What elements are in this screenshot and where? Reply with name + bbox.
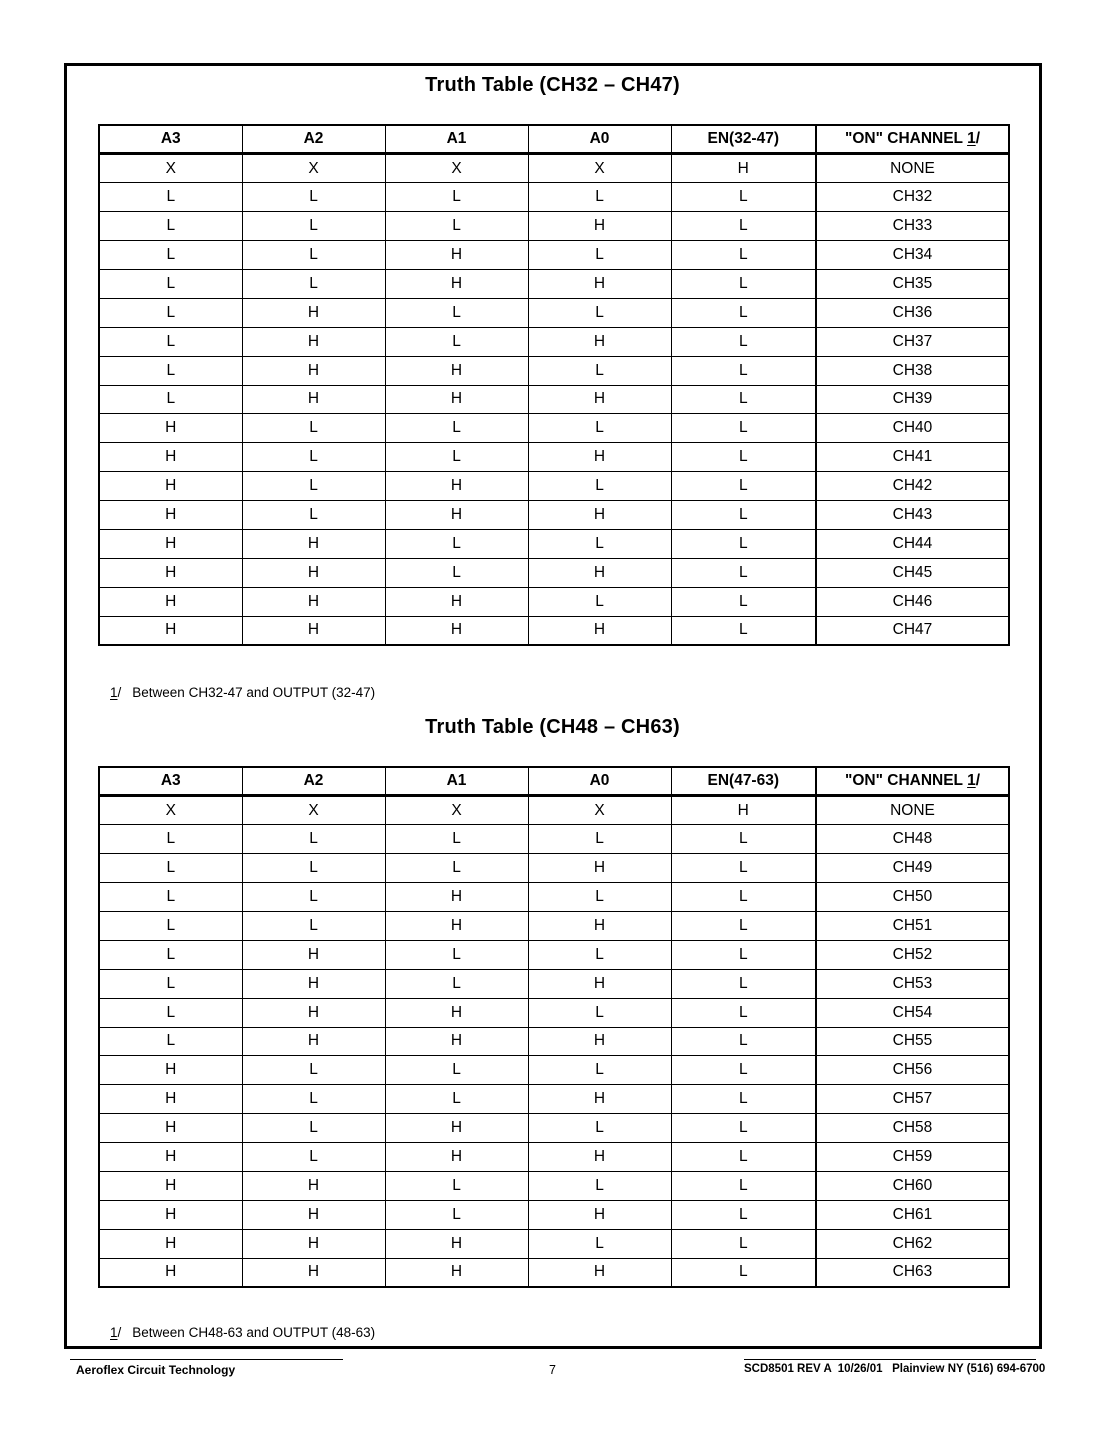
table-cell: H (528, 854, 671, 883)
table-cell: H (242, 1258, 385, 1287)
table-cell: CH35 (816, 269, 1009, 298)
table-cell: L (242, 501, 385, 530)
table-cell: H (528, 969, 671, 998)
table-cell: L (671, 1085, 816, 1114)
table-cell: CH34 (816, 241, 1009, 270)
table-cell: L (385, 1085, 528, 1114)
table-row (99, 1171, 1009, 1200)
table-cell: L (528, 587, 671, 616)
table-cell: L (99, 940, 242, 969)
table-cell: L (671, 587, 816, 616)
table-cell: CH46 (816, 587, 1009, 616)
table-row (99, 1200, 1009, 1229)
table-cell: H (528, 1200, 671, 1229)
table-cell: X (385, 796, 528, 825)
table-row (99, 1258, 1009, 1287)
column-header: "ON" CHANNEL 1/ (816, 767, 1009, 796)
footnote-marker: 1/ (110, 1325, 122, 1340)
table-cell: H (99, 1056, 242, 1085)
table-cell: H (242, 327, 385, 356)
table-cell: H (528, 327, 671, 356)
table-cell: L (242, 269, 385, 298)
table-cell: H (99, 587, 242, 616)
column-header: A0 (528, 125, 671, 154)
table-cell: H (385, 241, 528, 270)
table-cell: L (671, 327, 816, 356)
table-cell: H (99, 1171, 242, 1200)
table-cell: CH42 (816, 472, 1009, 501)
table-cell: H (528, 1085, 671, 1114)
table-cell: L (528, 414, 671, 443)
table-cell: L (671, 911, 816, 940)
table-cell: CH61 (816, 1200, 1009, 1229)
footer-page-number: 7 (549, 1363, 556, 1377)
table-cell: L (671, 1229, 816, 1258)
table-cell: X (99, 154, 242, 183)
table-cell: L (671, 241, 816, 270)
table-cell: L (528, 883, 671, 912)
table-cell: L (671, 529, 816, 558)
table-cell: H (385, 1258, 528, 1287)
table-cell: H (385, 1027, 528, 1056)
table-cell: L (99, 356, 242, 385)
table-cell: L (671, 1200, 816, 1229)
table-cell: L (671, 385, 816, 414)
table-cell: CH53 (816, 969, 1009, 998)
table-cell: L (671, 212, 816, 241)
table-cell: L (528, 1229, 671, 1258)
table-cell: H (528, 1258, 671, 1287)
table-cell: L (242, 911, 385, 940)
table-cell: CH43 (816, 501, 1009, 530)
table-row (99, 501, 1009, 530)
table-cell: H (242, 356, 385, 385)
table-cell: L (242, 183, 385, 212)
table-cell: L (242, 1143, 385, 1172)
table-cell: H (242, 587, 385, 616)
table-cell: L (385, 414, 528, 443)
table-cell: L (242, 443, 385, 472)
table-cell: L (99, 327, 242, 356)
table-cell: L (671, 1114, 816, 1143)
table-cell: CH51 (816, 911, 1009, 940)
table-cell: L (385, 298, 528, 327)
table-cell: L (99, 269, 242, 298)
table-cell: L (99, 998, 242, 1027)
footnote-text: Between CH32-47 and OUTPUT (32-47) (132, 685, 376, 700)
column-header: EN(47-63) (671, 767, 816, 796)
table-cell: L (671, 1056, 816, 1085)
column-header: A2 (242, 767, 385, 796)
table-cell: L (385, 969, 528, 998)
table-cell: L (528, 998, 671, 1027)
footer-company: Aeroflex Circuit Technology (70, 1359, 343, 1377)
table-cell: L (528, 825, 671, 854)
table-row (99, 911, 1009, 940)
column-header: EN(32-47) (671, 125, 816, 154)
table-cell: L (99, 969, 242, 998)
table-cell: CH37 (816, 327, 1009, 356)
table-cell: L (671, 616, 816, 645)
table-cell: CH47 (816, 616, 1009, 645)
table-cell: H (385, 1229, 528, 1258)
table-row (99, 616, 1009, 645)
table-cell: H (99, 472, 242, 501)
table-cell: H (99, 443, 242, 472)
table-row (99, 183, 1009, 212)
table-cell: L (242, 241, 385, 270)
table-row (99, 558, 1009, 587)
table-cell: L (99, 854, 242, 883)
table-cell: L (671, 443, 816, 472)
table-row (99, 1027, 1009, 1056)
table-cell: CH45 (816, 558, 1009, 587)
table-cell: L (385, 212, 528, 241)
table-cell: H (242, 1200, 385, 1229)
table-title-ch48-ch63: Truth Table (CH48 – CH63) (425, 716, 680, 738)
table-cell: L (99, 183, 242, 212)
table-cell: H (242, 385, 385, 414)
column-header: A3 (99, 125, 242, 154)
table-cell: CH60 (816, 1171, 1009, 1200)
table-row (99, 1056, 1009, 1085)
table-cell: H (242, 616, 385, 645)
column-header: A1 (385, 125, 528, 154)
table-cell: L (385, 443, 528, 472)
table-row (99, 1143, 1009, 1172)
table-cell: H (99, 1114, 242, 1143)
table-cell: X (385, 154, 528, 183)
header-row (99, 125, 1009, 154)
column-header: "ON" CHANNEL 1/ (816, 125, 1009, 154)
table-cell: X (99, 796, 242, 825)
table-cell: H (528, 212, 671, 241)
table-row (99, 356, 1009, 385)
table-row (99, 298, 1009, 327)
table-cell: CH63 (816, 1258, 1009, 1287)
table-cell: H (242, 940, 385, 969)
table-cell: H (242, 1027, 385, 1056)
table-cell: CH38 (816, 356, 1009, 385)
table-cell: X (242, 796, 385, 825)
table-cell: L (242, 854, 385, 883)
table-cell: L (99, 241, 242, 270)
table-cell: L (528, 1114, 671, 1143)
table-cell: L (385, 183, 528, 212)
table-cell: L (671, 998, 816, 1027)
table-cell: L (671, 183, 816, 212)
table-cell: H (242, 529, 385, 558)
table-row (99, 998, 1009, 1027)
table-cell: H (385, 385, 528, 414)
table-cell: L (385, 1056, 528, 1085)
table-cell: L (385, 1200, 528, 1229)
table-cell: X (242, 154, 385, 183)
table-cell: L (671, 356, 816, 385)
table-cell: L (528, 472, 671, 501)
table-cell: L (242, 883, 385, 912)
table-cell: H (242, 298, 385, 327)
table-cell: H (99, 501, 242, 530)
table-cell: H (385, 356, 528, 385)
table-cell: H (528, 385, 671, 414)
table-cell: H (385, 1143, 528, 1172)
table-row (99, 212, 1009, 241)
table-cell: H (385, 883, 528, 912)
table-cell: L (99, 911, 242, 940)
table-cell: L (671, 269, 816, 298)
footnote-marker: 1/ (110, 685, 122, 700)
table-cell: L (242, 825, 385, 854)
table-cell: L (671, 472, 816, 501)
header-row (99, 767, 1009, 796)
table-cell: H (385, 616, 528, 645)
table-cell: CH58 (816, 1114, 1009, 1143)
table-cell: H (242, 1171, 385, 1200)
table-row (99, 269, 1009, 298)
table-cell: CH52 (816, 940, 1009, 969)
truth-table-ch32-ch47 (98, 124, 1010, 646)
footnote-ref-marker: 1/ (967, 772, 980, 790)
table-cell: H (99, 558, 242, 587)
table-row (99, 796, 1009, 825)
table-cell: CH55 (816, 1027, 1009, 1056)
table-row (99, 854, 1009, 883)
footer-document-id: SCD8501 REV A 10/26/01 Plainview NY (516) 694-6700 (744, 1359, 1036, 1375)
table-cell: H (99, 414, 242, 443)
table-cell: NONE (816, 154, 1009, 183)
table-row (99, 969, 1009, 998)
table-cell: H (671, 796, 816, 825)
table-footnote-ch48-ch63 (110, 1325, 375, 1340)
table-cell: H (385, 911, 528, 940)
table-cell: NONE (816, 796, 1009, 825)
table-cell: L (671, 940, 816, 969)
table-cell: L (528, 1171, 671, 1200)
table-cell: L (99, 212, 242, 241)
table-row (99, 472, 1009, 501)
table-cell: H (385, 998, 528, 1027)
table-cell: X (528, 796, 671, 825)
table-cell: CH36 (816, 298, 1009, 327)
table-cell: L (671, 1171, 816, 1200)
table-cell: H (242, 969, 385, 998)
table-footnote-ch32-ch47 (110, 685, 375, 700)
table-cell: CH50 (816, 883, 1009, 912)
table-row (99, 883, 1009, 912)
table-cell: CH39 (816, 385, 1009, 414)
table-cell: L (242, 414, 385, 443)
table-cell: H (385, 501, 528, 530)
table-cell: L (671, 1027, 816, 1056)
table-cell: L (385, 558, 528, 587)
table-cell: H (528, 501, 671, 530)
table-cell: L (528, 940, 671, 969)
table-cell: L (671, 558, 816, 587)
table-cell: H (528, 558, 671, 587)
table-cell: H (528, 269, 671, 298)
table-cell: H (671, 154, 816, 183)
table-cell: CH41 (816, 443, 1009, 472)
table-row (99, 1085, 1009, 1114)
table-cell: L (528, 241, 671, 270)
table-row (99, 241, 1009, 270)
truth-table-ch48-ch63 (98, 766, 1010, 1288)
table-cell: H (528, 1143, 671, 1172)
table-cell: L (528, 529, 671, 558)
table-row (99, 1229, 1009, 1258)
table-cell: CH57 (816, 1085, 1009, 1114)
table-cell: L (99, 825, 242, 854)
table-cell: H (242, 998, 385, 1027)
table-cell: CH56 (816, 1056, 1009, 1085)
table-row (99, 1114, 1009, 1143)
table-row (99, 327, 1009, 356)
table-cell: H (385, 1114, 528, 1143)
table-cell: L (99, 385, 242, 414)
table-row (99, 443, 1009, 472)
table-cell: CH59 (816, 1143, 1009, 1172)
table-cell: L (528, 356, 671, 385)
table-cell: L (528, 298, 671, 327)
table-cell: L (242, 1114, 385, 1143)
table-cell: L (671, 854, 816, 883)
footnote-text: Between CH48-63 and OUTPUT (48-63) (132, 1325, 376, 1340)
table-cell: X (528, 154, 671, 183)
table-cell: L (99, 298, 242, 327)
table-cell: CH62 (816, 1229, 1009, 1258)
table-title-ch32-ch47: Truth Table (CH32 – CH47) (425, 74, 680, 96)
table-row (99, 385, 1009, 414)
column-header: A3 (99, 767, 242, 796)
column-header: A2 (242, 125, 385, 154)
table-cell: L (242, 472, 385, 501)
table-cell: H (99, 529, 242, 558)
table-cell: H (528, 911, 671, 940)
table-cell: CH44 (816, 529, 1009, 558)
table-cell: L (385, 854, 528, 883)
table-row (99, 587, 1009, 616)
column-header: A0 (528, 767, 671, 796)
table-cell: L (671, 1143, 816, 1172)
table-cell: H (242, 558, 385, 587)
table-cell: L (671, 825, 816, 854)
table-cell: CH54 (816, 998, 1009, 1027)
table-cell: H (99, 616, 242, 645)
table-cell: CH32 (816, 183, 1009, 212)
table-cell: H (99, 1085, 242, 1114)
table-row (99, 154, 1009, 183)
table-cell: L (99, 1027, 242, 1056)
table-cell: L (671, 501, 816, 530)
table-row (99, 529, 1009, 558)
table-cell: L (671, 969, 816, 998)
table-cell: L (242, 212, 385, 241)
table-cell: H (99, 1200, 242, 1229)
table-cell: L (528, 1056, 671, 1085)
table-cell: CH48 (816, 825, 1009, 854)
table-cell: H (528, 1027, 671, 1056)
column-header: A1 (385, 767, 528, 796)
table-cell: L (385, 940, 528, 969)
table-cell: L (242, 1056, 385, 1085)
table-cell: L (385, 327, 528, 356)
table-cell: L (385, 529, 528, 558)
table-cell: L (385, 1171, 528, 1200)
table-cell: H (528, 443, 671, 472)
table-row (99, 940, 1009, 969)
table-cell: L (671, 298, 816, 327)
table-cell: L (671, 414, 816, 443)
table-row (99, 825, 1009, 854)
table-cell: CH49 (816, 854, 1009, 883)
table-cell: H (242, 1229, 385, 1258)
table-cell: H (528, 616, 671, 645)
table-cell: H (99, 1229, 242, 1258)
table-cell: H (385, 269, 528, 298)
table-cell: L (242, 1085, 385, 1114)
table-cell: L (671, 1258, 816, 1287)
table-row (99, 414, 1009, 443)
table-cell: H (99, 1143, 242, 1172)
table-cell: L (99, 883, 242, 912)
table-cell: L (671, 883, 816, 912)
table-cell: H (99, 1258, 242, 1287)
table-cell: L (385, 825, 528, 854)
table-cell: H (385, 587, 528, 616)
footnote-ref-marker: 1/ (967, 130, 980, 148)
table-cell: L (528, 183, 671, 212)
table-cell: CH40 (816, 414, 1009, 443)
table-cell: CH33 (816, 212, 1009, 241)
table-cell: H (385, 472, 528, 501)
